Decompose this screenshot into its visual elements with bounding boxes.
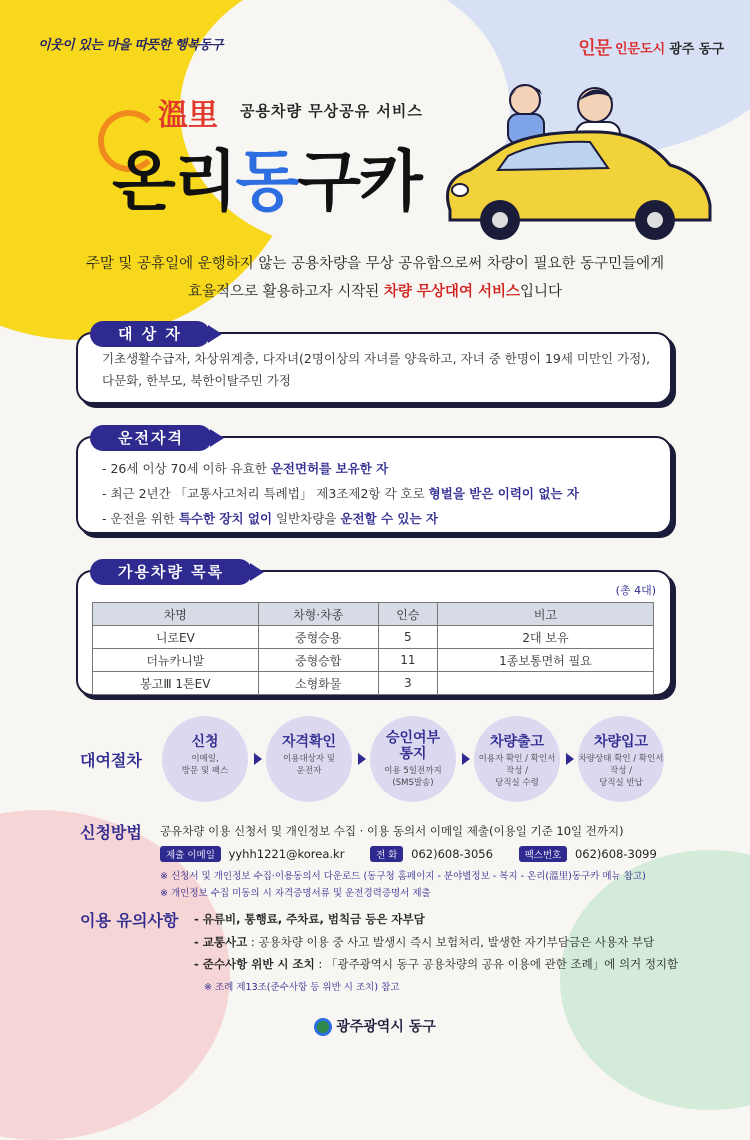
target-line2: 다문화, 한부모, 북한이탈주민 가정 <box>102 373 291 388</box>
fax-label: 팩스번호 <box>519 846 568 862</box>
qualify-line3-pre: - 운전을 위한 <box>102 511 179 526</box>
cell: 중형승합 <box>258 649 378 672</box>
intro-line2 <box>0 278 750 306</box>
target-tag: 대 상 자 <box>90 321 210 347</box>
qualify-line2 <box>102 481 670 506</box>
qualify-line3-bold1: 특수한 장치 없이 <box>178 511 273 526</box>
step-verify <box>266 716 352 802</box>
caution-line2 <box>194 934 654 950</box>
cell: 중형승용 <box>258 626 378 649</box>
qualify-line2-bold: 형벌을 받은 이력이 없는 자 <box>428 486 579 501</box>
car-headlight <box>452 184 468 196</box>
brand-mark: 인문 <box>578 38 611 59</box>
step-desc-line: 방문 및 팩스 <box>181 766 229 776</box>
step-desc <box>370 765 456 789</box>
step-return <box>578 716 664 802</box>
main-title-part1: 온리 <box>112 143 236 220</box>
qualify-line3 <box>102 506 670 531</box>
qualify-text <box>78 438 670 531</box>
apply-note2: ※ 개인정보 수집 미동의 시 자격증명서류 및 운전경력증명서 제출 <box>160 888 431 899</box>
qualify-line3-bold2: 운전할 수 있는 자 <box>340 511 438 526</box>
step-desc-line: 차량상태 확인 / 확인서 작성 / <box>578 754 664 776</box>
qualify-tag: 운전자격 <box>90 425 212 451</box>
step-title: 자격확인 <box>281 734 337 750</box>
brand-text: 광주 동구 <box>669 41 724 57</box>
target-line1: 기초생활수급자, 차상위계층, 다자녀(2명이상의 자녀를 양육하고, 자녀 중 한명이 19세 미만인 가정), <box>102 351 651 366</box>
step-desc <box>578 753 664 789</box>
cars-tag: 가용차량 목록 <box>90 559 252 585</box>
tel-label: 전 화 <box>370 846 403 862</box>
caution-note: ※ 조례 제13조(준수사항 등 위반 시 조치) 참고 <box>204 982 400 993</box>
intro-line2-post: 입니다 <box>520 284 563 300</box>
main-title-part2: 동 <box>235 143 298 220</box>
caution-line3-text: : 「광주광역시 동구 공용차량의 공유 이용에 관한 조례」에 의거 정지함 <box>314 957 679 971</box>
arrow-icon <box>566 753 574 765</box>
brand-logo <box>578 34 724 60</box>
apply-text: 공유차량 이용 신청서 및 개인정보 수집 · 이용 동의서 이메일 제출(이용일 기준 10일 전까지) <box>160 824 624 838</box>
step-title: 승인여부 통지 <box>385 730 441 762</box>
step-desc-line: (SMS발송) <box>392 778 434 788</box>
cell: 2대 보유 <box>437 626 653 649</box>
cell: 11 <box>378 649 437 672</box>
apply-label: 신청방법 <box>80 823 142 842</box>
main-title-part3: 구카 <box>297 143 421 220</box>
procedure-label: 대여절차 <box>80 751 142 770</box>
cell: 더뉴카니발 <box>93 649 259 672</box>
title-hanja: 溫里 <box>158 98 218 133</box>
cell: 3 <box>378 672 437 695</box>
caution-line2-text: : 공용차량 이용 중 사고 발생시 즉시 보험처리, 발생한 자기부담금은 사용자 부담 <box>247 935 655 949</box>
cars-table <box>92 602 654 695</box>
caution-line3-bold: - 준수사항 위반 시 조치 <box>194 957 315 971</box>
car-wheel-rear-hub <box>647 212 663 228</box>
step-desc-line: 당직실 반납 <box>599 778 643 788</box>
brand-red-text: 인문도시 <box>615 41 666 57</box>
slogan: 이웃이 있는 마을 따뜻한 행복동구 <box>38 38 223 53</box>
step-pickup <box>474 716 560 802</box>
footer-text: 광주광역시 동구 <box>336 1019 436 1035</box>
car-illustration <box>430 70 730 245</box>
email-label: 제출 이메일 <box>160 846 221 862</box>
step-desc-line: 이용대상자 및 <box>283 754 335 764</box>
step-approval <box>370 716 456 802</box>
qualify-line2-pre: - 최근 2년간 「교통사고처리 특례법」 제3조제2항 각 호로 <box>102 486 429 501</box>
step-desc-line: 이메일, <box>191 754 219 764</box>
step-title: 신청 <box>191 734 219 750</box>
step-desc-line: 당직실 수령 <box>495 778 539 788</box>
cars-header-seats: 인승 <box>378 603 437 626</box>
tel-value: 062)608-3056 <box>411 847 493 861</box>
arrow-icon <box>358 753 366 765</box>
cell: 소형화물 <box>258 672 378 695</box>
person-left-head <box>510 85 540 115</box>
step-desc <box>266 753 352 777</box>
apply-note1: ※ 신청서 및 개인정보 수집·이용동의서 다운로드 (동구청 홈페이지 - 분야별정보 - 복지 - 온리(溫里)동구카 메뉴 참고) <box>160 871 646 882</box>
intro-text <box>0 250 750 306</box>
qualify-line1-pre: - 26세 이상 70세 이하 유효한 <box>102 461 271 476</box>
step-title: 차량출고 <box>489 734 545 750</box>
email-value: yyhh1221@korea.kr <box>228 847 345 861</box>
step-title: 차량입고 <box>593 734 649 750</box>
car-wheel-front-hub <box>492 212 508 228</box>
qualify-line1 <box>102 456 670 481</box>
title-subtitle: 공용차량 무상공유 서비스 <box>240 102 423 120</box>
arrow-icon <box>254 753 262 765</box>
fax-value: 062)608-3099 <box>574 847 657 861</box>
apply-contacts <box>160 846 657 862</box>
caution-label: 이용 유의사항 <box>80 911 179 930</box>
caution-line1: - 유류비, 통행료, 주차료, 범칙금 등은 자부담 <box>194 912 425 926</box>
step-desc-line: 운전자 <box>296 766 322 776</box>
cell: 1종보통면허 필요 <box>437 649 653 672</box>
cars-header-type: 차형·차종 <box>258 603 378 626</box>
intro-line2-pre: 효율적으로 활용하고자 시작된 <box>187 284 384 300</box>
step-desc <box>162 753 248 777</box>
district-logo-icon <box>314 1018 332 1036</box>
cars-header-note: 비고 <box>437 603 653 626</box>
main-title <box>112 128 421 223</box>
cars-box <box>76 570 672 696</box>
qualify-line1-bold: 운전면허를 보유한 자 <box>270 461 389 476</box>
table-row <box>93 649 654 672</box>
cell <box>437 672 653 695</box>
cell: 니로EV <box>93 626 259 649</box>
caution-line3 <box>194 956 678 972</box>
step-desc-line: 이용 5일전까지 <box>384 766 442 776</box>
arrow-icon <box>462 753 470 765</box>
step-apply <box>162 716 248 802</box>
qualify-line3-mid: 일반차량을 <box>272 511 341 526</box>
cars-header-name: 차명 <box>93 603 259 626</box>
procedure-steps <box>0 716 750 802</box>
step-desc <box>474 753 560 789</box>
caution-line2-bold: - 교통사고 <box>194 935 248 949</box>
cell: 5 <box>378 626 437 649</box>
cell: 봉고Ⅲ 1톤EV <box>93 672 259 695</box>
intro-line1: 주말 및 공휴일에 운행하지 않는 공용차량을 무상 공유함으로써 차량이 필요한 동구민들에게 <box>85 256 665 272</box>
table-row <box>93 626 654 649</box>
table-row <box>93 672 654 695</box>
step-desc-line: 이용자 확인 / 확인서 작성 / <box>478 754 556 776</box>
cars-total: (총 4대) <box>615 584 656 597</box>
bg-green-blob <box>560 850 750 1110</box>
intro-highlight: 차량 무상대여 서비스 <box>383 284 521 300</box>
footer-logo <box>0 1016 750 1036</box>
